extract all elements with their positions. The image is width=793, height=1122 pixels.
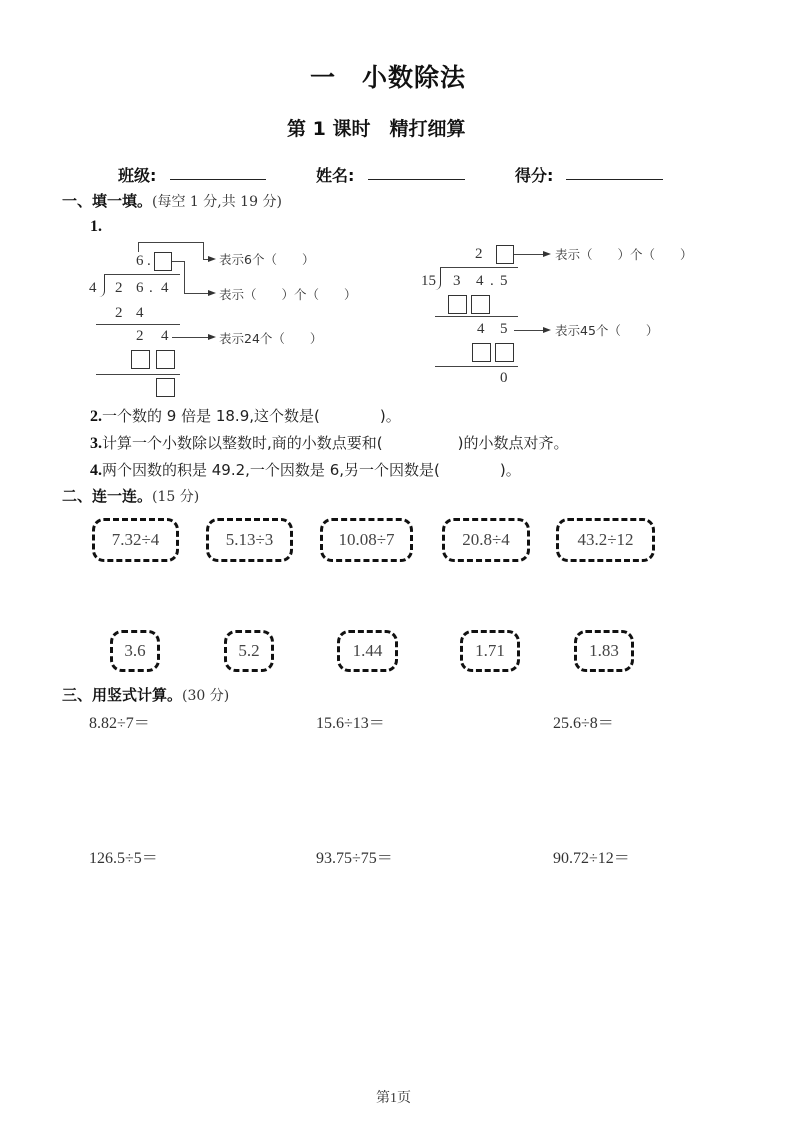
note-a1: 表示6个（ ） xyxy=(219,252,315,267)
dividend-digit: 3 xyxy=(453,273,461,289)
lesson-subtitle: 第 1 课时 精打细算 xyxy=(287,118,466,140)
question-4 xyxy=(90,459,521,480)
dividend-digit: 4 xyxy=(161,280,169,296)
subtraction-line xyxy=(435,316,518,317)
division-bar xyxy=(440,267,518,268)
answer-box[interactable] xyxy=(156,350,175,369)
expression-card[interactable]: 43.2÷12 xyxy=(556,518,655,562)
quotient-digit: 6 xyxy=(136,253,144,269)
note-b2: 表示45个（ ） xyxy=(555,323,659,338)
quotient-point: . xyxy=(147,253,151,269)
dividend-digit: 5 xyxy=(500,273,508,289)
q2-number: 2. xyxy=(90,408,102,425)
question-2 xyxy=(90,405,401,426)
arrow-icon xyxy=(208,256,216,262)
note-a2: 表示（ ）个（ ） xyxy=(219,287,357,302)
arrow-icon xyxy=(208,334,216,340)
subtraction-line xyxy=(435,366,518,367)
connector-line xyxy=(514,330,544,331)
step-digit: 5 xyxy=(500,321,508,337)
answer-card[interactable]: 1.83 xyxy=(574,630,634,672)
connector-line xyxy=(138,242,203,243)
section1-score: (每空 1 分,共 19 分) xyxy=(152,194,282,210)
divisor: 15 xyxy=(421,273,436,289)
question-3 xyxy=(90,432,568,453)
arrow-icon xyxy=(208,290,216,296)
score-label: 得分: xyxy=(515,166,554,185)
quotient-digit: 2 xyxy=(475,246,483,262)
step-digit: 4 xyxy=(477,321,485,337)
page-number: 第1页 xyxy=(376,1091,411,1106)
connector-line xyxy=(172,261,184,262)
section3-score: (30 分) xyxy=(182,688,230,704)
division-bracket xyxy=(99,275,105,297)
note-b1: 表示（ ）个（ ） xyxy=(555,247,693,262)
calc-problem: 8.82÷7＝ xyxy=(89,715,150,732)
answer-box[interactable] xyxy=(154,252,172,271)
section2-title: 二、连一连。 xyxy=(62,487,153,505)
connector-line xyxy=(184,293,209,294)
calc-problem: 93.75÷75＝ xyxy=(316,850,393,867)
class-label: 班级: xyxy=(118,166,157,185)
step-digit: 2 xyxy=(115,305,123,321)
answer-card[interactable]: 3.6 xyxy=(110,630,160,672)
answer-box[interactable] xyxy=(156,378,175,397)
answer-box[interactable] xyxy=(131,350,150,369)
answer-box[interactable] xyxy=(448,295,467,314)
section3-heading xyxy=(62,684,229,705)
score-field[interactable] xyxy=(566,161,663,180)
expression-card[interactable]: 7.32÷4 xyxy=(92,518,179,562)
calc-problem: 25.6÷8＝ xyxy=(553,715,614,732)
q4-text: 两个因数的积是 49.2,一个因数是 6,另一个因数是( )。 xyxy=(102,461,521,479)
class-field[interactable] xyxy=(170,161,266,180)
answer-card[interactable]: 5.2 xyxy=(224,630,274,672)
subtraction-line xyxy=(96,324,180,325)
answer-box[interactable] xyxy=(471,295,490,314)
name-field[interactable] xyxy=(368,161,465,180)
calc-problem: 90.72÷12＝ xyxy=(553,850,630,867)
section2-score: (15 分) xyxy=(152,489,200,505)
page-title: 一 小数除法 xyxy=(310,63,467,92)
section1-heading xyxy=(62,190,282,211)
step-digit: 2 xyxy=(136,328,144,344)
connector-line xyxy=(138,242,139,252)
step-digit: 4 xyxy=(161,328,169,344)
expression-card[interactable]: 5.13÷3 xyxy=(206,518,293,562)
q2-text: 一个数的 9 倍是 18.9,这个数是( )。 xyxy=(102,407,401,425)
division-bar xyxy=(104,274,180,275)
q3-text: 计算一个小数除以整数时,商的小数点要和( )的小数点对齐。 xyxy=(102,434,569,452)
answer-card[interactable]: 1.71 xyxy=(460,630,520,672)
dividend-point: . xyxy=(149,280,153,296)
note-a3: 表示24个（ ） xyxy=(219,331,323,346)
calc-problem: 126.5÷5＝ xyxy=(89,850,158,867)
dividend-digit: 2 xyxy=(115,280,123,296)
connector-line xyxy=(172,337,209,338)
answer-box[interactable] xyxy=(496,245,514,264)
section2-heading xyxy=(62,485,199,506)
dividend-digit: 4 xyxy=(476,273,484,289)
division-bracket xyxy=(435,268,441,290)
answer-box[interactable] xyxy=(472,343,491,362)
connector-line xyxy=(184,261,185,293)
q3-number: 3. xyxy=(90,435,102,452)
q1-number: 1. xyxy=(90,218,102,235)
expression-card[interactable]: 20.8÷4 xyxy=(442,518,530,562)
calc-problem: 15.6÷13＝ xyxy=(316,715,385,732)
section3-title: 三、用竖式计算。 xyxy=(62,686,183,704)
answer-card[interactable]: 1.44 xyxy=(337,630,398,672)
name-label: 姓名: xyxy=(316,166,355,185)
remainder: 0 xyxy=(500,370,508,386)
expression-card[interactable]: 10.08÷7 xyxy=(320,518,413,562)
arrow-icon xyxy=(543,327,551,333)
arrow-icon xyxy=(543,251,551,257)
step-digit: 4 xyxy=(136,305,144,321)
connector-line xyxy=(514,254,544,255)
q4-number: 4. xyxy=(90,462,102,479)
dividend-point: . xyxy=(490,273,494,289)
divisor: 4 xyxy=(89,280,97,296)
section1-title: 一、填一填。 xyxy=(62,192,153,210)
dividend-digit: 6 xyxy=(136,280,144,296)
subtraction-line xyxy=(96,374,180,375)
connector-line xyxy=(203,242,204,259)
answer-box[interactable] xyxy=(495,343,514,362)
